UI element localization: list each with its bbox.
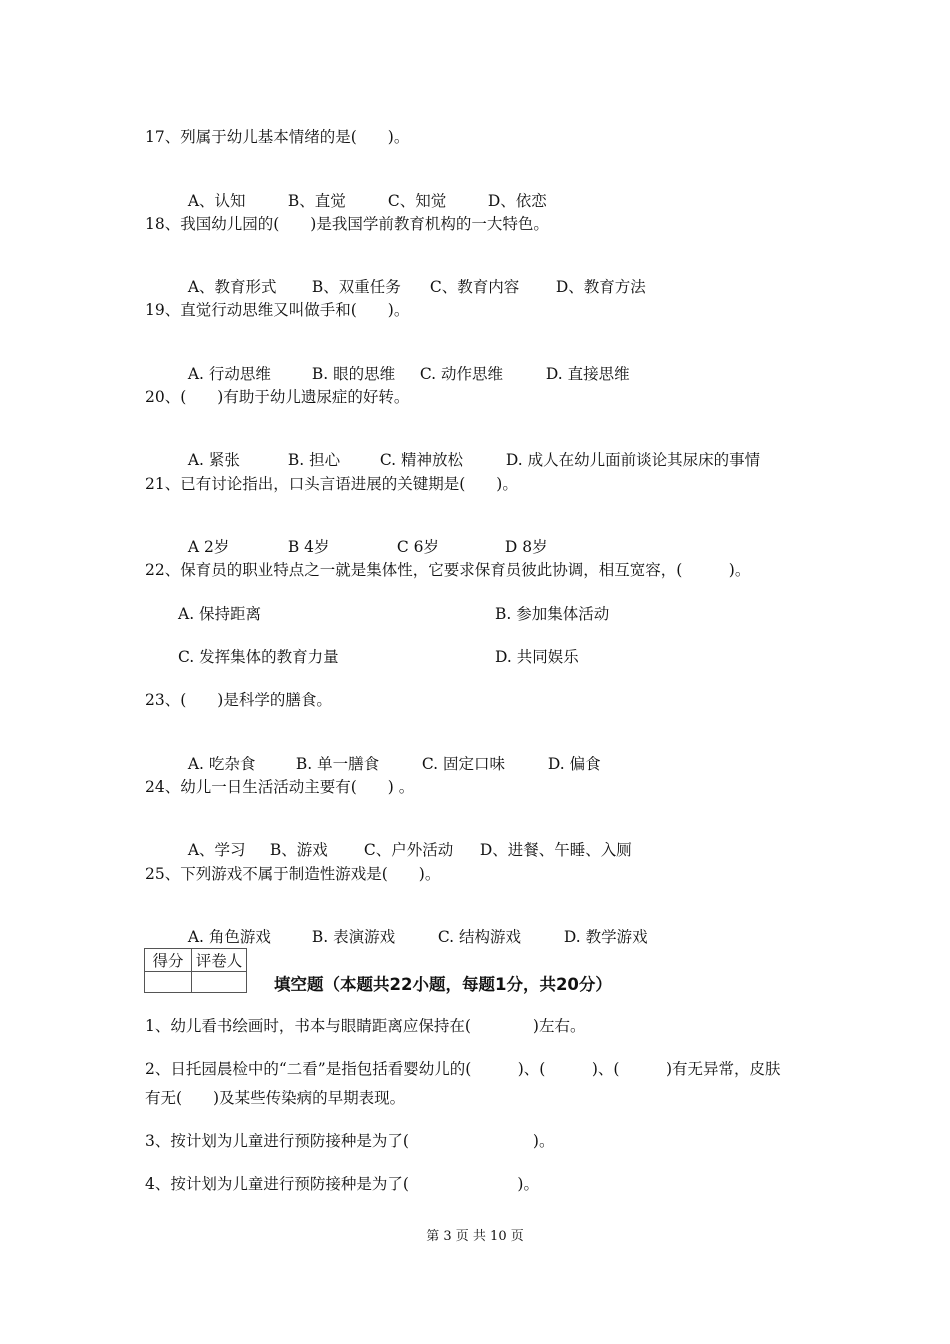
section-title: 填空题（本题共22小题，每题1分，共20分） — [274, 975, 612, 994]
option-d: D. 成人在幼儿面前谈论其尿床的事情 — [505, 451, 761, 469]
fill-blank-2-line1: 2、日托园晨检中的“二看”是指包括看婴幼儿的( )、( )、( )有无异常，皮肤 — [145, 1060, 781, 1078]
option-c: C、知觉 — [387, 192, 447, 210]
question-20: 20、( )有助于幼儿遗尿症的好转。 — [145, 388, 410, 406]
options-25 — [178, 907, 648, 947]
option-a: A. 保持距离 — [178, 605, 262, 623]
fill-blank-3: 3、按计划为儿童进行预防接种是为了( )。 — [145, 1132, 555, 1150]
score-cell — [145, 972, 192, 993]
question-19: 19、直觉行动思维又叫做手和( )。 — [145, 301, 410, 319]
option-d: D. 偏食 — [547, 755, 601, 773]
option-a: A. 行动思维 — [187, 365, 271, 383]
option-c: C. 精神放松 — [379, 451, 464, 469]
option-b: B. 参加集体活动 — [495, 605, 610, 623]
option-b: B 4岁 — [287, 538, 330, 556]
option-c: C 6岁 — [396, 538, 440, 556]
option-a: A. 紧张 — [187, 451, 240, 469]
reviewer-header: 评卷人 — [192, 949, 247, 972]
reviewer-cell — [192, 972, 247, 993]
score-table — [144, 948, 247, 993]
option-c: C、户外活动 — [363, 841, 454, 859]
option-b: B. 担心 — [287, 451, 341, 469]
option-b: B. 表演游戏 — [311, 928, 396, 946]
question-17: 17、列属于幼儿基本情绪的是( )。 — [145, 128, 410, 146]
question-18: 18、我国幼儿园的( )是我国学前教育机构的一大特色。 — [145, 215, 549, 233]
fill-blank-2-line2: 有无( )及某些传染病的早期表现。 — [145, 1089, 406, 1107]
score-header: 得分 — [145, 949, 192, 972]
option-d: D. 共同娱乐 — [495, 648, 579, 666]
option-b: B. 单一膳食 — [295, 755, 380, 773]
option-b: B、直觉 — [287, 192, 346, 210]
option-b: B、双重任务 — [311, 278, 401, 296]
option-a: A、学习 — [187, 841, 246, 859]
question-25: 25、下列游戏不属于制造性游戏是( )。 — [145, 865, 441, 883]
option-a: A、认知 — [187, 192, 246, 210]
option-c: C. 发挥集体的教育力量 — [178, 648, 339, 666]
options-19 — [178, 344, 630, 384]
option-c: C. 固定口味 — [421, 755, 506, 773]
option-d: D、依恋 — [487, 192, 547, 210]
option-d: D 8岁 — [504, 538, 548, 556]
options-23 — [178, 734, 601, 774]
options-18 — [178, 257, 646, 297]
fill-blank-1: 1、幼儿看书绘画时，书本与眼睛距离应保持在( )左右。 — [145, 1017, 586, 1035]
option-a: A. 角色游戏 — [187, 928, 271, 946]
option-c: C、教育内容 — [429, 278, 520, 296]
question-24: 24、幼儿一日生活活动主要有( ) 。 — [145, 778, 415, 796]
question-21: 21、已有讨论指出，口头言语进展的关键期是( )。 — [145, 475, 518, 493]
option-c: C. 动作思维 — [419, 365, 504, 383]
page-footer: 第 3 页 共 10 页 — [426, 1229, 524, 1244]
fill-blank-4: 4、按计划为儿童进行预防接种是为了( )。 — [145, 1175, 539, 1193]
option-a: A、教育形式 — [187, 278, 277, 296]
option-a: A. 吃杂食 — [187, 755, 256, 773]
question-22: 22、保育员的职业特点之一就是集体性，它要求保育员彼此协调，相互宽容，( )。 — [145, 561, 751, 579]
question-23: 23、( )是科学的膳食。 — [145, 691, 332, 709]
option-d: D、教育方法 — [555, 278, 646, 296]
option-d: D. 直接思维 — [545, 365, 630, 383]
option-b: B、游戏 — [269, 841, 328, 859]
options-20 — [178, 430, 760, 470]
options-21 — [178, 517, 548, 557]
option-a: A 2岁 — [187, 538, 230, 556]
option-d: D. 教学游戏 — [563, 928, 648, 946]
option-d: D、进餐、午睡、入厕 — [479, 841, 632, 859]
options-24 — [178, 820, 632, 860]
option-b: B. 眼的思维 — [311, 365, 396, 383]
option-c: C. 结构游戏 — [437, 928, 522, 946]
options-17 — [178, 171, 547, 211]
